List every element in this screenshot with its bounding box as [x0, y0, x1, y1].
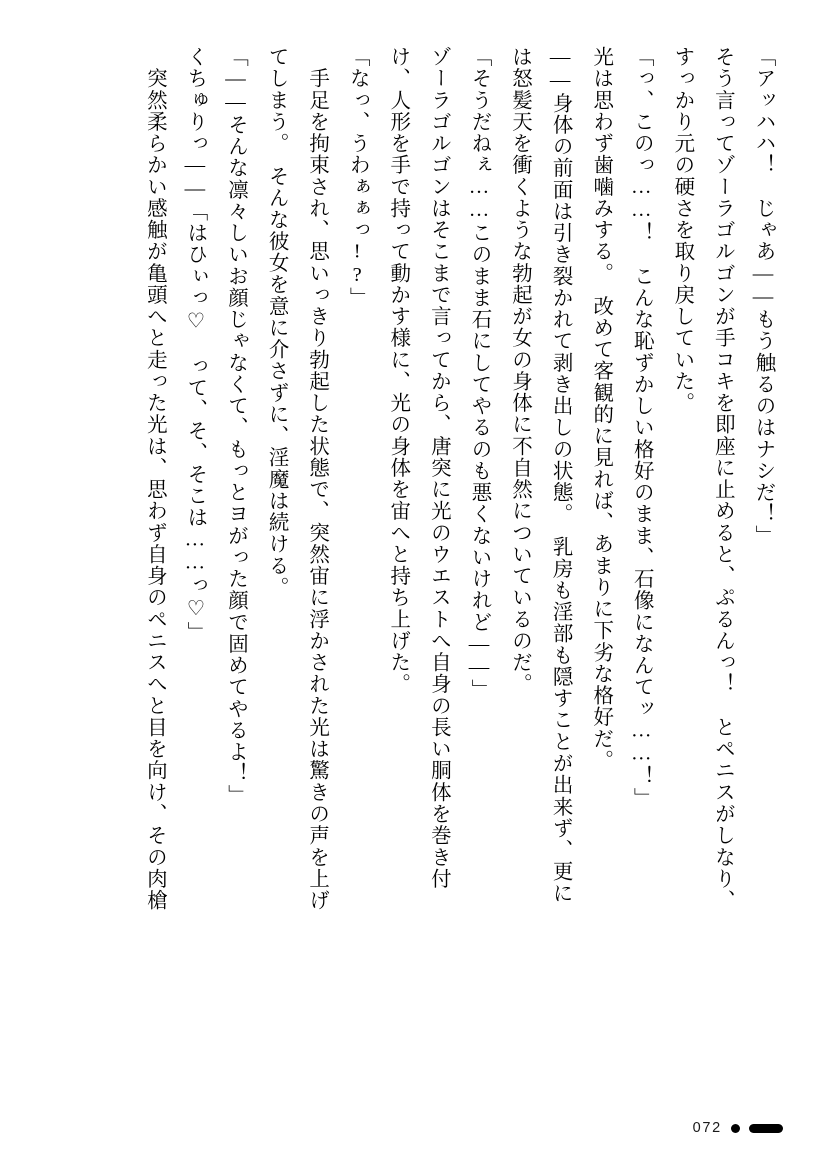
paragraph: 「そうだねぇ……このまま石にしてやるのも悪くないけれど――」: [467, 46, 490, 701]
paragraph: そう言ってゾーラゴルゴンが手コキを即座に止めると、ぷるんっ！ とペニスがしなり、: [711, 46, 734, 912]
paragraph: 「なっ、うわぁぁっ!?」: [346, 46, 369, 309]
footer-bar-ornament: [749, 1124, 783, 1133]
paragraph: 光は思わず歯噛みする。 改めて客観的に見れば、あまりに下劣な格好だ。: [589, 46, 612, 772]
novel-body-text: [44, 46, 783, 1076]
paragraph: 「――そんな凛々しいお顔じゃなくて、もっとヨがった顔で固めてやるよ！」: [224, 46, 247, 806]
page-footer: [693, 1120, 783, 1136]
paragraph: は怒髪天を衝くような勃起が女の身体に不自然についているのだ。: [508, 46, 531, 695]
paragraph: け、人形を手で持って動かす様に、光の身体を宙へと持ち上げた。: [386, 46, 409, 695]
paragraph: てしまう。 そんな彼女を意に介さずに、淫魔は続ける。: [265, 46, 288, 599]
paragraph: すっかり元の硬さを取り戻していた。: [670, 46, 693, 414]
paragraph: くちゅりっ――「はひぃっ♡ って、そ、そこは……っ♡」: [183, 46, 206, 643]
paragraph: 手足を拘束され、思いっきり勃起した状態で、突然宙に浮かされた光は驚きの声を上げ: [305, 46, 328, 912]
paragraph: 「っ、このっ……！ こんな恥ずかしい格好のまま、石像になんてッ……！」: [630, 46, 653, 809]
paragraph: ゾーラゴルゴンはそこまで言ってから、唐突に光のウエストへ自身の長い胴体を巻き付: [427, 46, 450, 890]
page-number: 072: [692, 1120, 722, 1136]
paragraph: 「アッハハ！ じゃあ――もう触るのはナシだ！」: [752, 46, 774, 547]
footer-dot-ornament: [731, 1124, 740, 1133]
paragraph: 突然柔らかい感触が亀頭へと走った光は、思わず自身のペニスへと目を向け、その肉槍: [143, 46, 166, 912]
paragraph: ――身体の前面は引き裂かれて剥き出しの状態。 乳房も淫部も隠すことが出来ず、更に: [549, 46, 572, 904]
